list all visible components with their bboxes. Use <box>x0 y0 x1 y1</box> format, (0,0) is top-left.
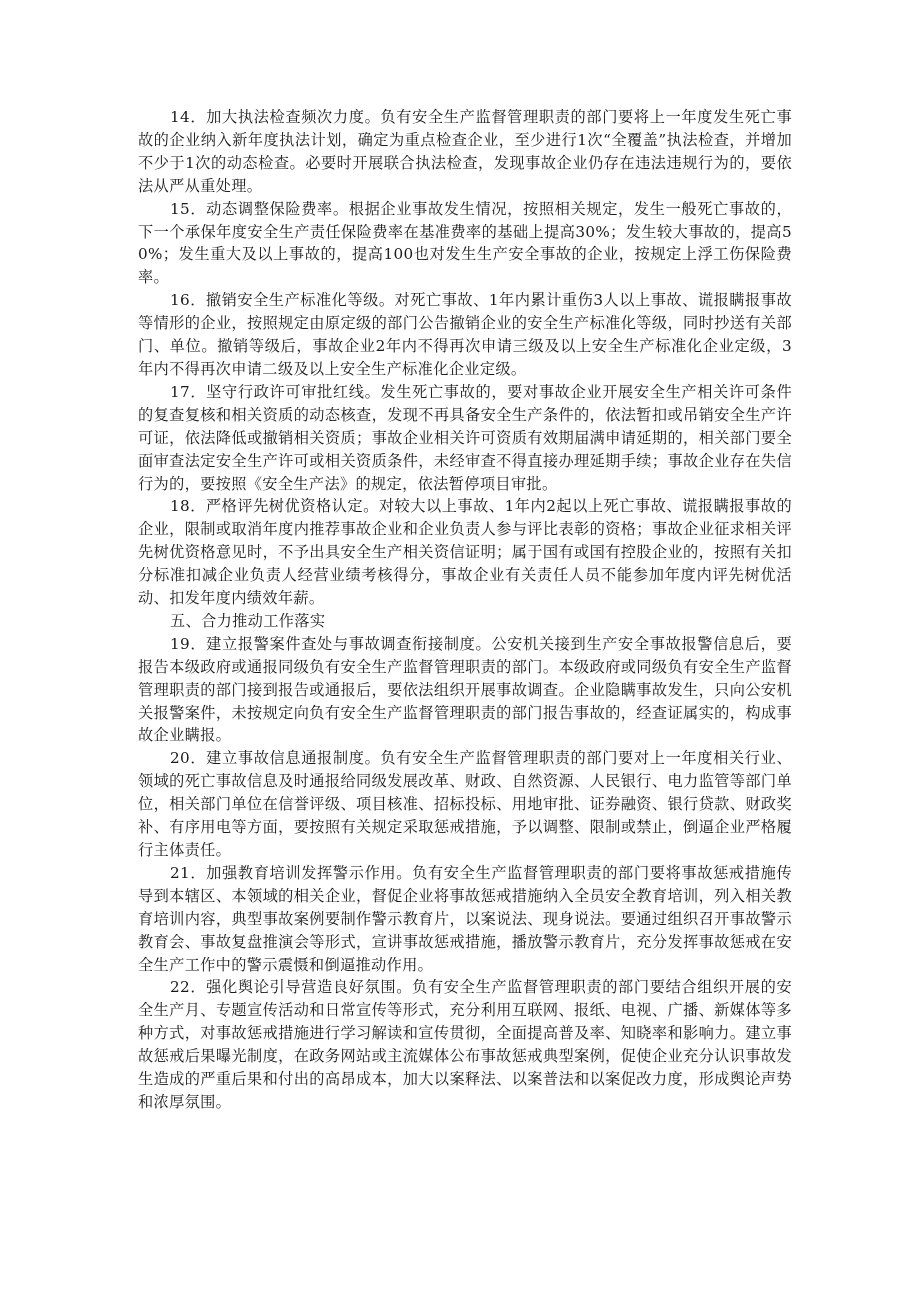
paragraph-17: 17．坚守行政许可审批红线。发生死亡事故的，要对事故企业开展安全生产相关许可条件的复查复核和相关资质的动态核查，发现不再具备安全生产条件的，依法暂扣或吊销安全生产许可证，依法降低或撤销相关资质；事故企业相关许可资质有效期届满申请延期的，相关部门要全面审查法定安全生产许可或相关资质条件，未经审查不得直接办理延期手续；事故企业存在失信行为的，要按照《安全生产法》的规定，依法暂停项目审批。 <box>138 382 792 493</box>
paragraph-21: 21．加强教育培训发挥警示作用。负有安全生产监督管理职责的部门要将事故惩戒措施传导到本辖区、本领域的相关企业，督促企业将事故惩戒措施纳入全员安全教育培训，列入相关教育培训内容，典型事故案例要制作警示教育片，以案说法、现身说法。要通过组织召开事故警示教育会、事故复盘推演会等形式，宣讲事故惩戒措施，播放警示教育片，充分发挥事故惩戒在安全生产工作中的警示震慑和倒逼推动作用。 <box>138 863 792 974</box>
paragraph-18: 18．严格评先树优资格认定。对较大以上事故、1年内2起以上死亡事故、谎报瞒报事故的企业，限制或取消年度内推荐事故企业和企业负责人参与评比表彰的资格；事故企业征求相关评先树优资格意见时，不予出具安全生产相关资信证明；属于国有或国有控股企业的，按照有关扣分标准扣减企业负责人经营业绩考核得分，事故企业有关责任人员不能参加年度内评先树优活动、扣发年度内绩效年薪。 <box>138 497 792 608</box>
section-heading: 五、合力推动工作落实 <box>170 611 326 630</box>
paragraph-19: 19．建立报警案件查处与事故调查衔接制度。公安机关接到生产安全事故报警信息后，要报告本级政府或通报同级负有安全生产监督管理职责的部门。本级政府或同级负有安全生产监督管理职责的部门接到报告或通报后，要依法组织开展事故调查。企业隐瞒事故发生，只向公安机关报警案件，未按规定向负有安全生产监督管理职责的部门报告事故的，经查证属实的，构成事故企业瞒报。 <box>138 634 792 745</box>
paragraph-15: 15．动态调整保险费率。根据企业事故发生情况，按照相关规定，发生一般死亡事故的，下一个承保年度安全生产责任保险费率在基准费率的基础上提高30%；发生较大事故的，提高50%；发生重大及以上事故的，提高100也对发生生产安全事故的企业，按规定上浮工伤保险费率。 <box>138 199 792 287</box>
document-page <box>138 106 792 1114</box>
paragraph-22: 22．强化舆论引导营造良好氛围。负有安全生产监督管理职责的部门要结合组织开展的安全生产月、专题宣传活动和日常宣传等形式，充分利用互联网、报纸、电视、广播、新媒体等多种方式，对事故惩戒措施进行学习解读和宣传贯彻，全面提高普及率、知晓率和影响力。建立事故惩戒后果曝光制度，在政务网站或主流媒体公布事故惩戒典型案例，促使企业充分认识事故发生造成的严重后果和付出的高昂成本，加大以案释法、以案普法和以案促改力度，形成舆论声势和浓厚氛围。 <box>138 978 792 1111</box>
paragraph-14: 14．加大执法检查频次力度。负有安全生产监督管理职责的部门要将上一年度发生死亡事故的企业纳入新年度执法计划，确定为重点检查企业，至少进行1次“全覆盖”执法检查，并增加不少于1次的动态检查。必要时开展联合执法检查，发现事故企业仍存在违法违规行为的，要依法从严从重处理。 <box>138 108 792 195</box>
paragraph-20: 20．建立事故信息通报制度。负有安全生产监督管理职责的部门要对上一年度相关行业、领域的死亡事故信息及时通报给同级发展改革、财政、自然资源、人民银行、电力监管等部门单位，相关部门单位在信誉评级、项目核准、招标投标、用地审批、证券融资、银行贷款、财政奖补、有序用电等方面，要按照有关规定采取惩戒措施，予以调整、限制或禁止，倒逼企业严格履行主体责任。 <box>138 749 792 859</box>
paragraph-16: 16．撤销安全生产标准化等级。对死亡事故、1年内累计重伤3人以上事故、谎报瞒报事故等情形的企业，按照规定由原定级的部门公告撤销企业的安全生产标准化等级，同时抄送有关部门、单位。撤销等级后，事故企业2年内不得再次申请三级及以上安全生产标准化企业定级，3年内不得再次申请二级及以上安全生产标准化企业定级。 <box>138 291 792 378</box>
